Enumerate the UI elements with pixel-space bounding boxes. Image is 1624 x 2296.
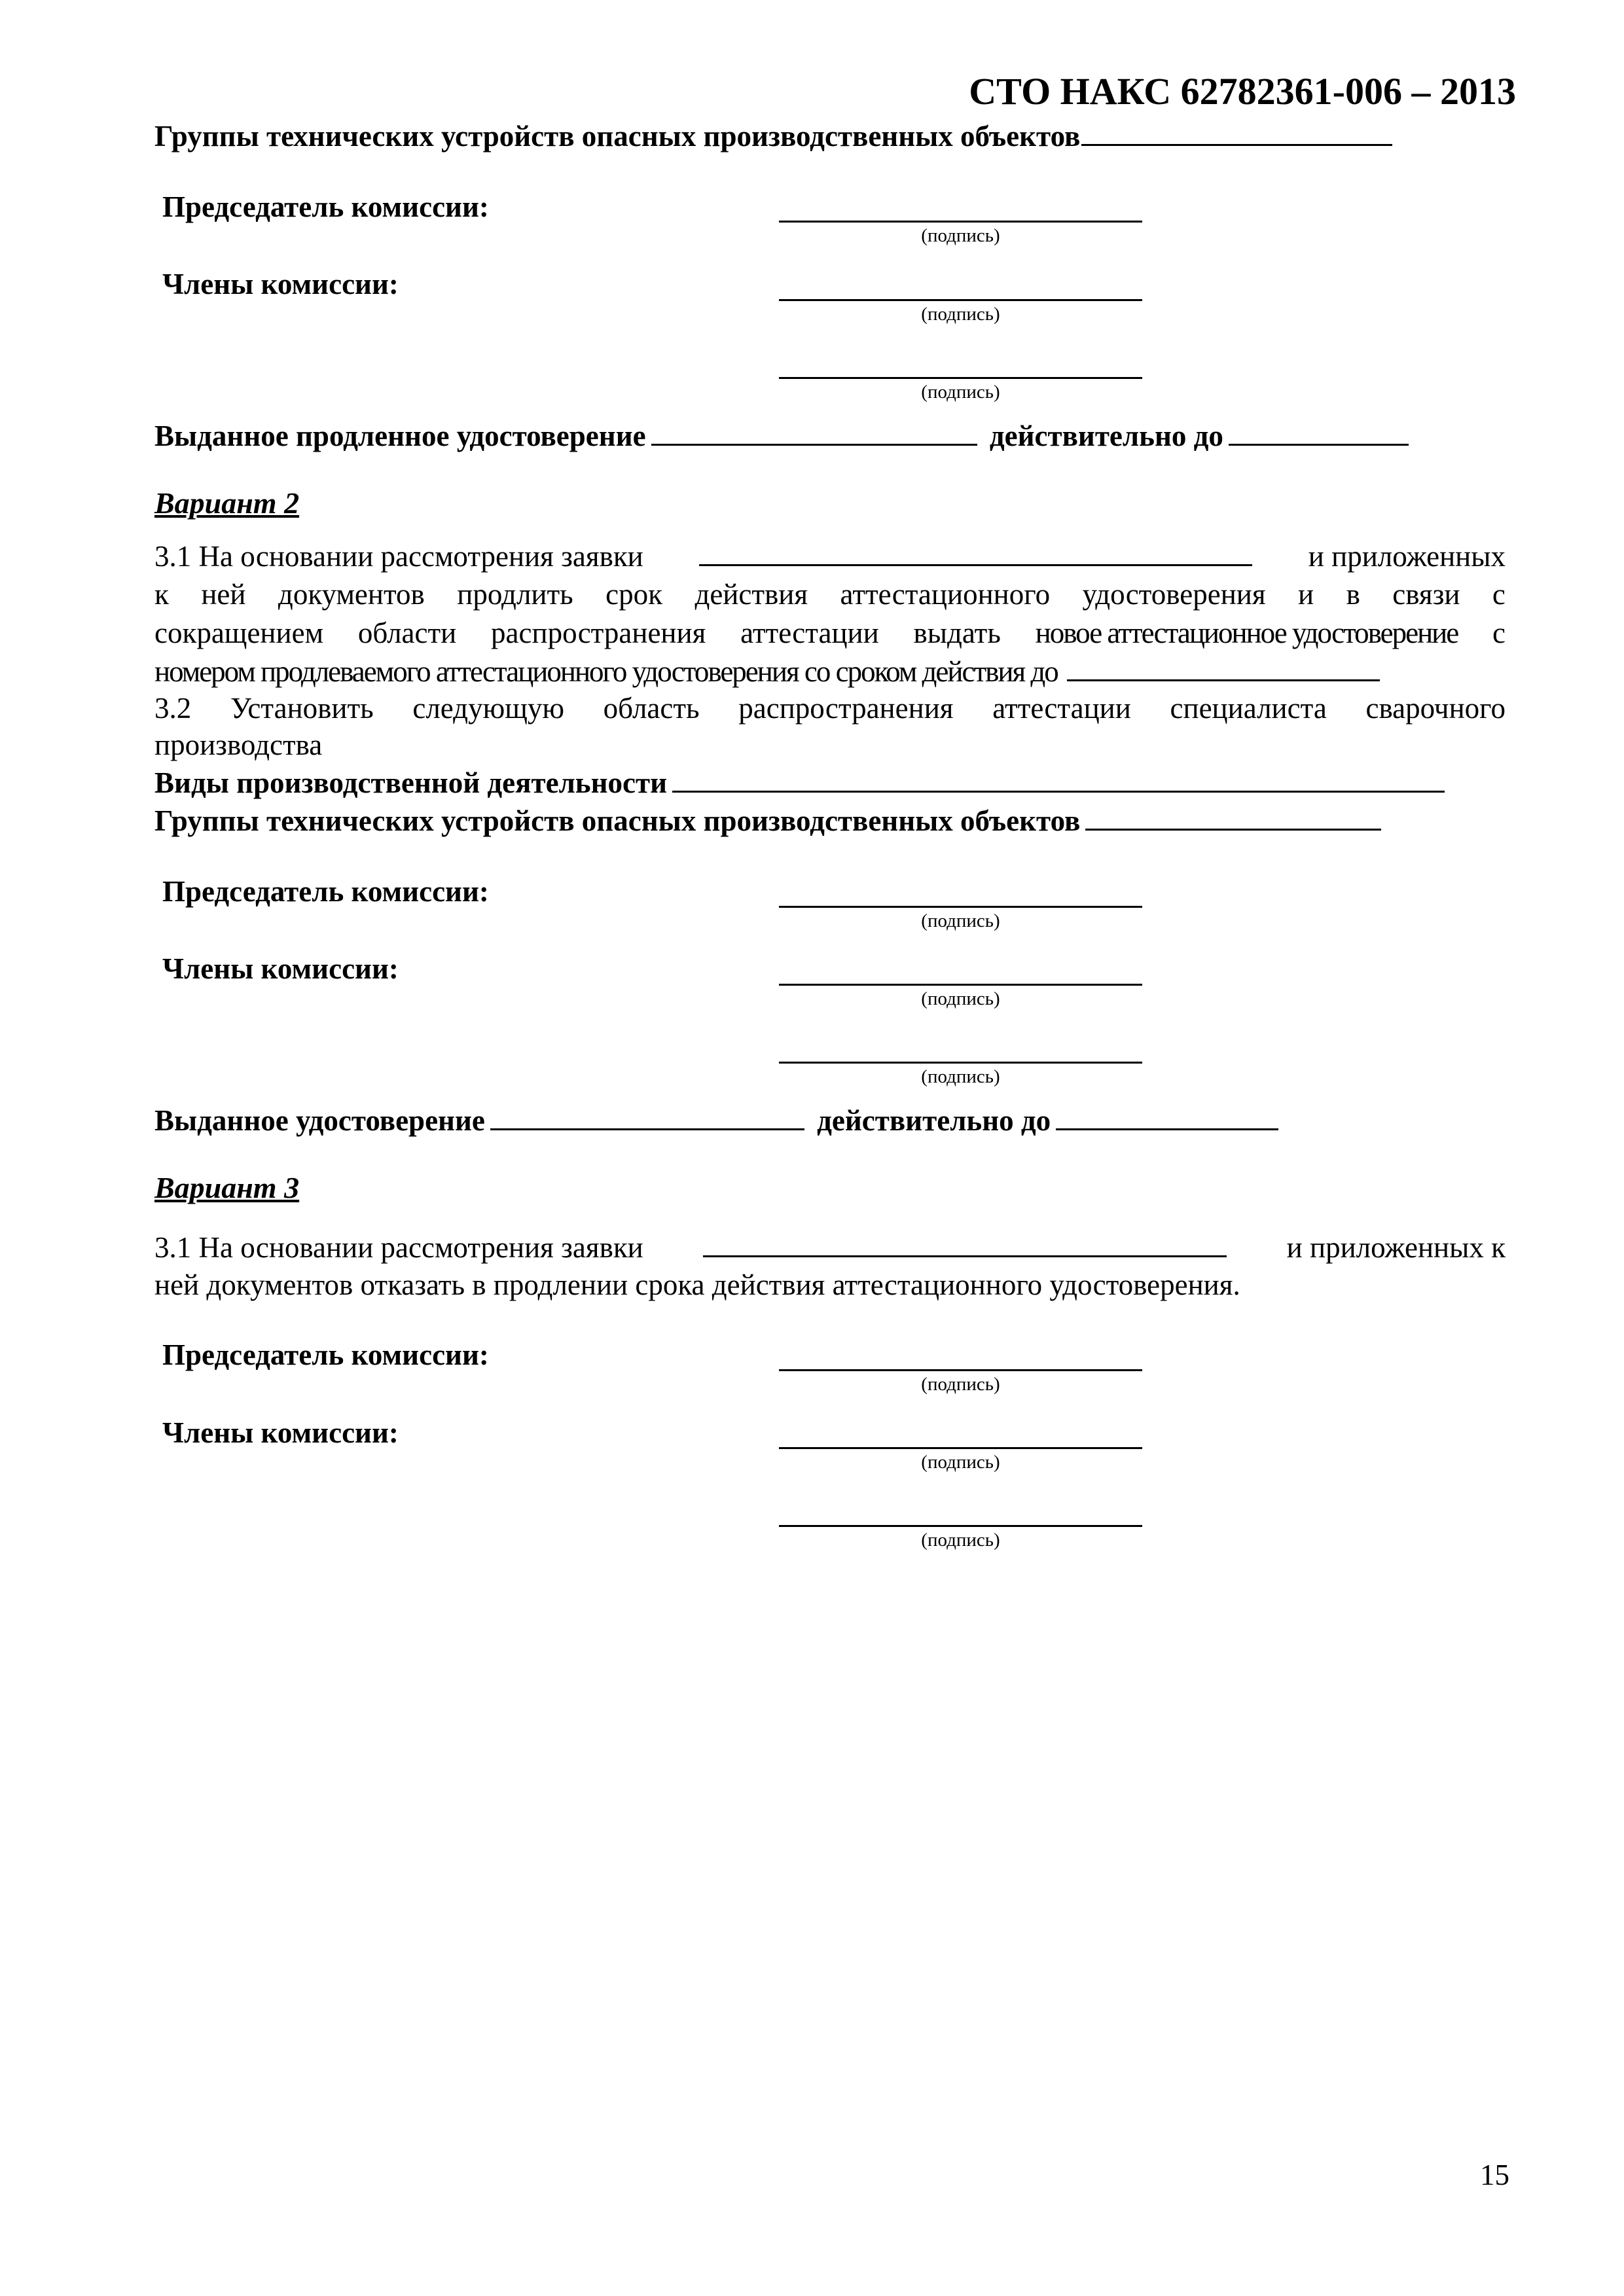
word: область bbox=[603, 692, 700, 725]
word: специалиста bbox=[1170, 692, 1327, 725]
signature-line[interactable] bbox=[779, 1369, 1142, 1371]
chair-label: Председатель комиссии: bbox=[162, 875, 489, 908]
word: с bbox=[1492, 578, 1506, 611]
word: и bbox=[1298, 578, 1314, 611]
word: аттестационного bbox=[840, 578, 1051, 611]
word: продлить bbox=[457, 578, 573, 611]
v2-groups-label: Группы технических устройств опасных производственных объектов bbox=[154, 804, 1081, 837]
signature-line[interactable] bbox=[779, 984, 1142, 986]
signature-caption: (подпись) bbox=[921, 225, 1000, 246]
document-code: СТО НАКС 62782361-006 – 2013 bbox=[969, 70, 1516, 113]
signature-line[interactable] bbox=[779, 377, 1142, 379]
signature-line[interactable] bbox=[779, 1062, 1142, 1064]
v2-p1-line1 bbox=[154, 539, 1506, 573]
word: с bbox=[1492, 617, 1506, 649]
word: документов bbox=[278, 578, 425, 611]
valid-date-blank[interactable] bbox=[1229, 422, 1409, 446]
v2-valid-label: действительно до bbox=[817, 1104, 1051, 1137]
word: к bbox=[154, 578, 169, 611]
certificate-number-blank[interactable] bbox=[651, 422, 977, 446]
word: действия bbox=[695, 578, 808, 611]
v2-issued-label: Выданное удостоверение bbox=[154, 1104, 485, 1137]
signature-caption: (подпись) bbox=[921, 988, 1000, 1009]
v2-p2-line2: производства bbox=[154, 728, 323, 761]
v2-p2-line1 bbox=[154, 691, 1506, 725]
members-label: Члены комиссии: bbox=[162, 268, 399, 300]
v3-application-blank[interactable] bbox=[703, 1233, 1227, 1257]
signature-line[interactable] bbox=[779, 299, 1142, 301]
variant-2-title: Вариант 2 bbox=[154, 486, 300, 520]
v2-p1-line4-text: номером продлеваемого аттестационного удостоверения со сроком действия до bbox=[154, 655, 1058, 688]
groups-line-top bbox=[154, 119, 1392, 153]
variant-3-title: Вариант 3 bbox=[154, 1171, 300, 1204]
v2-activity-label: Виды производственной деятельности bbox=[154, 766, 668, 799]
signature-caption: (подпись) bbox=[921, 1452, 1000, 1473]
word: удостоверения bbox=[1082, 578, 1266, 611]
word: в bbox=[1346, 578, 1360, 611]
v2-p1-end: и приложенных bbox=[1308, 540, 1506, 573]
word: следующую bbox=[412, 692, 564, 725]
word: сварочного bbox=[1365, 692, 1506, 725]
word: Установить bbox=[230, 692, 374, 725]
word: связи bbox=[1392, 578, 1460, 611]
word: распространения bbox=[491, 617, 706, 649]
v2-p1-line4 bbox=[154, 655, 1380, 689]
v2-issued-valid-date-blank[interactable] bbox=[1056, 1106, 1278, 1130]
word: аттестации bbox=[992, 692, 1131, 725]
members-label: Члены комиссии: bbox=[162, 1416, 399, 1449]
word: выдать bbox=[913, 617, 1001, 649]
groups-label: Группы технических устройств опасных производственных объектов bbox=[154, 120, 1081, 152]
v2-p1-line3 bbox=[154, 616, 1506, 650]
signature-caption: (подпись) bbox=[921, 304, 1000, 325]
chair-label: Председатель комиссии: bbox=[162, 1338, 489, 1371]
v2-p1-start: 3.1 На основании рассмотрения заявки bbox=[154, 540, 643, 573]
signature-line[interactable] bbox=[779, 1447, 1142, 1449]
v3-p1-line2: ней документов отказать в продлении срока действия аттестационного удостоверения. bbox=[154, 1268, 1240, 1301]
signature-caption: (подпись) bbox=[921, 910, 1000, 931]
chair-label: Председатель комиссии: bbox=[162, 190, 489, 223]
v2-certificate-number-blank[interactable] bbox=[490, 1106, 804, 1130]
v2-valid-date-blank[interactable] bbox=[1067, 657, 1380, 681]
word: ней bbox=[201, 578, 246, 611]
signature-caption: (подпись) bbox=[921, 1374, 1000, 1395]
v3-p1-start: 3.1 На основании рассмотрения заявки bbox=[154, 1231, 643, 1264]
word: срок bbox=[605, 578, 662, 611]
v2-p1-line2 bbox=[154, 577, 1506, 611]
v2-activity-line bbox=[154, 766, 1445, 800]
issued-label: Выданное продленное удостоверение bbox=[154, 420, 646, 452]
v2-groups-line bbox=[154, 804, 1381, 838]
v2-groups-blank[interactable] bbox=[1085, 806, 1381, 831]
signature-caption: (подпись) bbox=[921, 1066, 1000, 1087]
v3-p1-end: и приложенных к bbox=[1286, 1231, 1506, 1264]
word: новое аттестационное удостоверение bbox=[1035, 617, 1458, 649]
v2-activity-blank[interactable] bbox=[672, 768, 1445, 793]
valid-label: действительно до bbox=[989, 420, 1223, 452]
signature-caption: (подпись) bbox=[921, 1530, 1000, 1551]
groups-blank[interactable] bbox=[1081, 122, 1392, 146]
signature-line[interactable] bbox=[779, 1525, 1142, 1527]
v2-application-blank[interactable] bbox=[699, 542, 1252, 566]
word: сокращением bbox=[154, 617, 324, 649]
v2-issued-line bbox=[154, 1103, 1278, 1138]
issued-line-top bbox=[154, 419, 1409, 453]
signature-line[interactable] bbox=[779, 906, 1142, 908]
word: области bbox=[357, 617, 457, 649]
page-number: 15 bbox=[1480, 2159, 1509, 2191]
word: распространения bbox=[738, 692, 954, 725]
word: 3.2 bbox=[154, 692, 192, 725]
members-label: Члены комиссии: bbox=[162, 952, 399, 985]
v3-p1-line1 bbox=[154, 1230, 1506, 1265]
word: аттестации bbox=[740, 617, 879, 649]
signature-line[interactable] bbox=[779, 221, 1142, 223]
signature-caption: (подпись) bbox=[921, 382, 1000, 403]
